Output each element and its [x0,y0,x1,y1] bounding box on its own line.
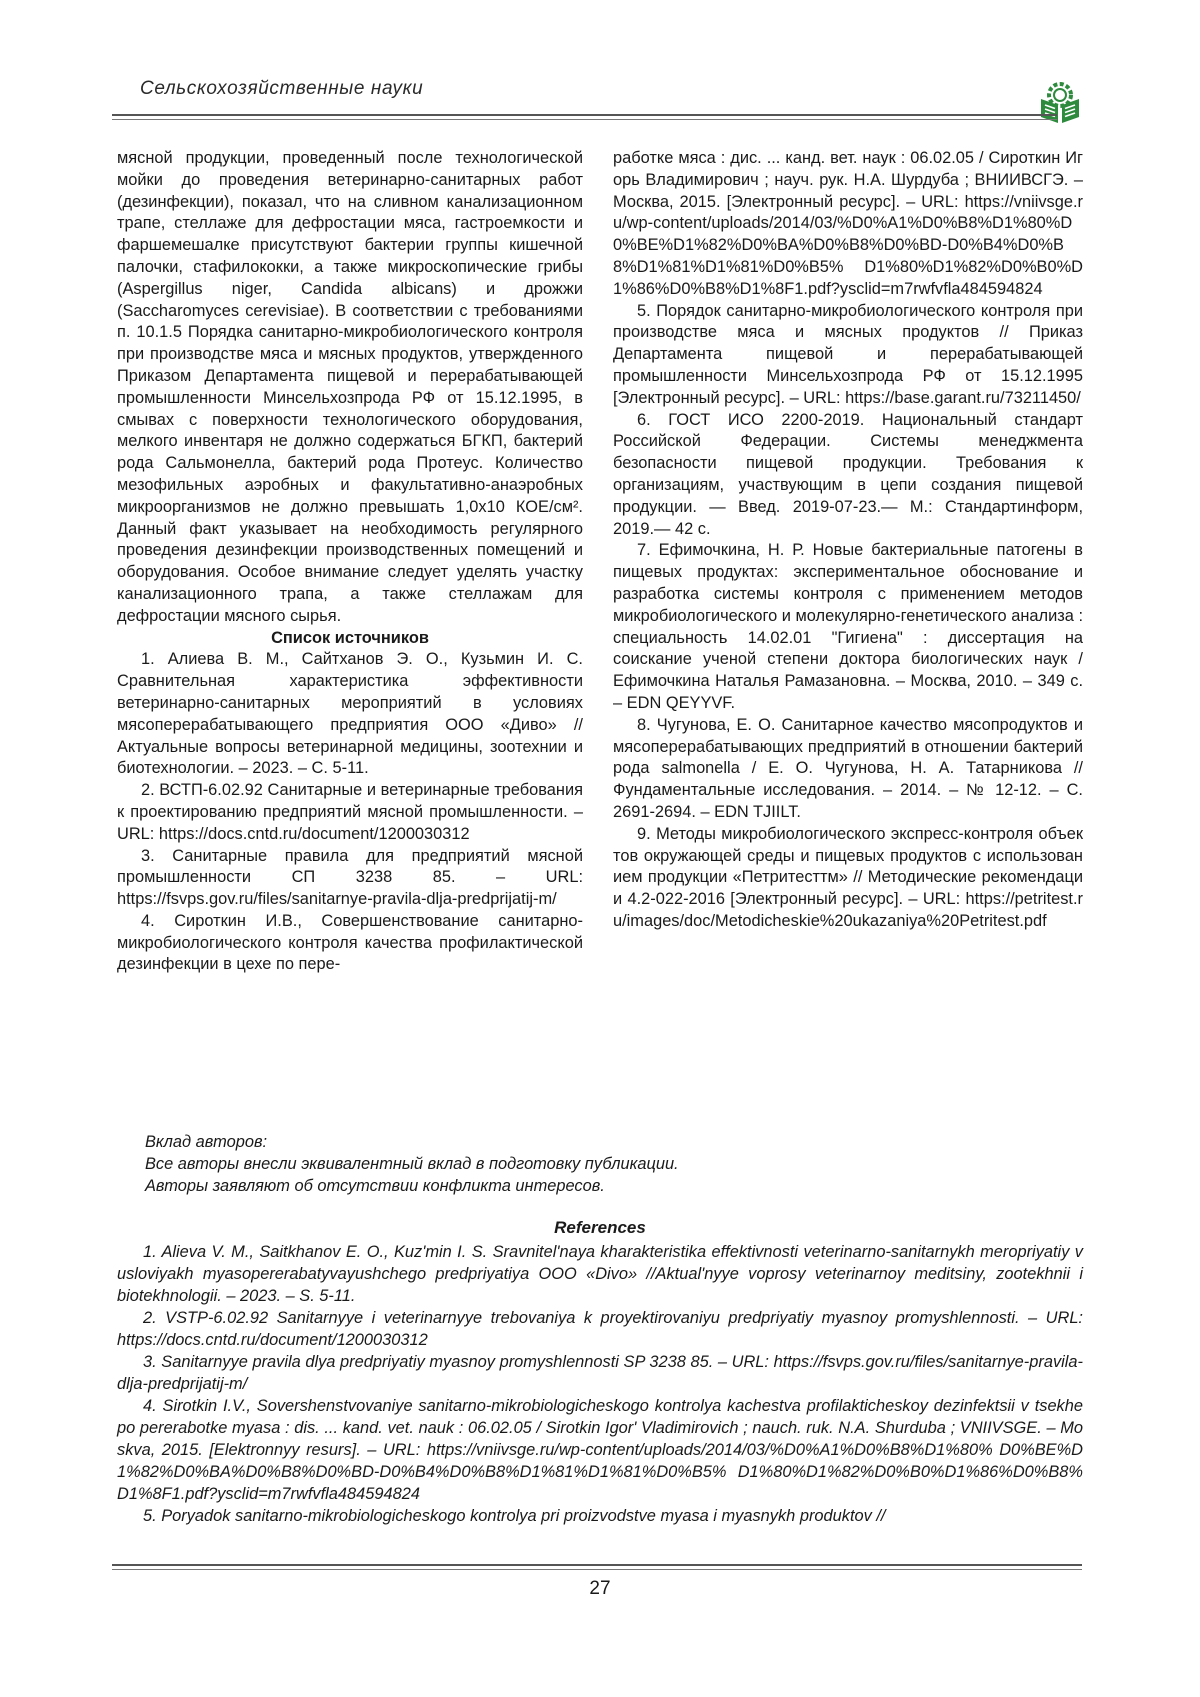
contribution-line: Все авторы внесли эквивалентный вклад в подготовку публикации. [145,1155,679,1173]
left-column [117,148,583,976]
source-item: 4. Сироткин И.В., Совершенствование санитарно-микробиологического контроля качества профилактической дезинфекции в цехе по пере- [117,911,583,974]
source-item-continued: работке мяса : дис. ... канд. вет. наук : 06.02.05 / Сироткин Игорь Владимирович ; науч. рук. Н.А. Шурдуба ; ВНИИВСГЭ. – Москва, 2015. [Электронный ресурс]. – URL: https://vniivsge.ru/wp-content/uploads/2014/03/%D0%A1%D0%B8%D1%80%D0%BE%D1%82%D0%BA%D0%B8%D0%BD-D0%B4%D0%B8%D1%81%D1%81%D0%B5% D1%80%D1%82%D0%B0%D1%86%D0%B8%D1%8F1.pdf?ysclid=m7rwfvfla484594824 [613,149,1083,298]
source-item: 3. Санитарные правила для предприятий мясной промышленности СП 3238 85. – URL: https://fsvps.gov.ru/files/sanitarnye-pravila-dlja-predprijatij-m/ [117,846,583,909]
source-item: 8. Чугунова, Е. О. Санитарное качество мясопродуктов и мясоперерабатывающих предприятий в отношении бактерий рода salmonella / Е. О. Чугунова, Н. А. Татарникова // Фундаментальные исследования. – 2014. – № 12-12. – С. 2691-2694. – EDN TJIILT. [613,715,1083,821]
header-rule-thin [112,119,1057,120]
header-rule [112,114,1057,116]
reference-item: 1. Alieva V. M., Saitkhanov E. O., Kuz'min I. S. Sravnitel'naya kharakteristika effektivnosti veterinarno-sanitarnykh meropriyatiy v usloviyakh myasopererabatyvayushchego predpriyatiya OOO «Divo» //Aktual'nyye voprosy veterinarnoy meditsiny, zootekhnii i biotekhnologii. – 2023. – S. 5-11. [117,1243,1083,1305]
source-item: 5. Порядок санитарно-микробиологического контроля при производстве мяса и мясных продуктов // Приказ Департамента пищевой и перерабатывающей промышленности Минсельхозпрода РФ от 15.12.1995 [Электронный ресурс]. – URL: https://base.garant.ru/73211450/ [613,301,1083,407]
references-heading: References [554,1218,646,1237]
source-item: 1. Алиева В. М., Сайтханов Э. О., Кузьмин И. С. Сравнительная характеристика эффективности ветеринарно-санитарных мероприятий в условиях мясоперерабатывающего предприятия ООО «Диво» //Актуальные вопросы ветеринарной медицины, зоотехнии и биотехнологии. – 2023. – С. 5-11. [117,650,583,778]
page-number: 27 [589,1578,611,1599]
body-paragraph: мясной продукции, проведенный после технологической мойки до проведения ветеринарно-санитарных работ (дезинфекции), показал, что на сливном канализационном трапе, стеллаже для дефростации мяса, гастроемкости и фаршемешалке присутствуют бактерии группы кишечной палочки, стафилококки, а также микроскопические грибы (Aspergillus niger, Candida albicans) и дрожжи (Saccharomyces cerevisiae). В соответствии с требованиями п. 10.1.5 Порядка санитарно-микробиологического контроля при производстве мяса и мясных продуктов, утвержденного Приказом Департамента пищевой и перерабатывающей промышленности Минсельхозпрода РФ от 15.12.1995, в смывах с поверхности технологического оборудования, мелкого инвентаря не должно содержаться БГКП, бактерий рода Сальмонелла, бактерий рода Протеус. Количество мезофильных аэробных и факультативно-анаэробных микроорганизмов не должно превышать 1,0х10 КОЕ/см². Данный факт указывает на необходимость регулярного проведения дезинфекции производственных помещений и оборудования. Особое внимание следует уделять участку канализационного трапа, а также стеллажам для дефростации мясного сырья. [117,149,583,625]
source-item: 7. Ефимочкина, Н. Р. Новые бактериальные патогены в пищевых продуктах: экспериментальное обоснование и разработка системы контроля с применением методов микробиологического и молекулярно-генетического анализа : специальность 14.02.01 "Гигиена" : диссертация на соискание ученой степени доктора биологических наук / Ефимочкина Наталья Рамазановна. – Москва, 2010. – 349 с. – EDN QEYYVF. [613,541,1083,712]
reference-item: 4. Sirotkin I.V., Sovershenstvovaniye sanitarno-mikrobiologicheskogo kontrolya kachestva profilakticheskoy dezinfektsii v tsekhe po pererabotke myasa : dis. ... kand. vet. nauk : 06.02.05 / Sirotkin Igor' Vladimirovich ; nauch. ruk. N.A. Shurduba ; VNIIVSGE. – Moskva, 2015. [Elektronnyy resurs]. – URL: https://vniivsge.ru/wp-content/uploads/2014/03/%D0%A1%D0%B8%D1%80% D0%BE%D1%82%D0%BA%D0%B8%D0%BD-D0%B4%D0%B8%D1%81%D1%81%D0%B5% D1%80%D1%82%D0%B0%D1%86%D0%B8%D1%8F1.pdf?ysclid=m7rwfvfla484594824 [117,1397,1083,1503]
reference-item: 3. Sanitarnyye pravila dlya predpriyatiy myasnoy promyshlennosti SP 3238 85. – URL: https://fsvps.gov.ru/files/sanitarnye-pravila-dlja-predprijatij-m/ [117,1353,1083,1393]
sources-heading: Список источников [271,628,429,647]
references-list [117,1241,1083,1527]
source-item: 2. ВСТП-6.02.92 Санитарные и ветеринарные требования к проектированию предприятий мясной промышленности. – URL: https://docs.cntd.ru/document/1200030312 [117,781,583,843]
reference-item: 2. VSTP-6.02.92 Sanitarnyye i veterinarnyye trebovaniya k proyektirovaniyu predpriyatiy myasnoy promyshlennosti. – URL: https://docs.cntd.ru/document/1200030312 [117,1309,1083,1349]
author-contribution [145,1131,1075,1197]
conflict-statement: Авторы заявляют об отсутствии конфликта интересов. [145,1177,605,1195]
contribution-heading: Вклад авторов: [145,1133,268,1151]
reference-item: 5. Poryadok sanitarno-mikrobiologicheskogo kontrolya pri proizvodstve myasa i myasnykh produktov // [143,1507,886,1525]
running-title: Сельскохозяйственные науки [140,78,424,99]
source-item: 6. ГОСТ ИСО 2200-2019. Национальный стандарт Российской Федерации. Системы менеджмента безопасности пищевой продукции. Требования к организациям, участвующим в цепи создания пищевой продукции. — Введ. 2019-07-23.— М.: Стандартинформ, 2019.— 42 с. [613,410,1083,538]
right-column [613,148,1083,933]
footer-rule-thin [112,1569,1082,1570]
source-item: 9. Методы микробиологического экспресс-контроля объектов окружающей среды и пищевых продуктов с использованием продукции «Петритесттм» // Методические рекомендации 4.2-022-2016 [Электронный ресурс]. – URL: https://petritest.ru/images/doc/Metodicheskie%20ukazaniya%20Petritest.pdf [613,824,1083,930]
footer-rule [112,1564,1082,1566]
